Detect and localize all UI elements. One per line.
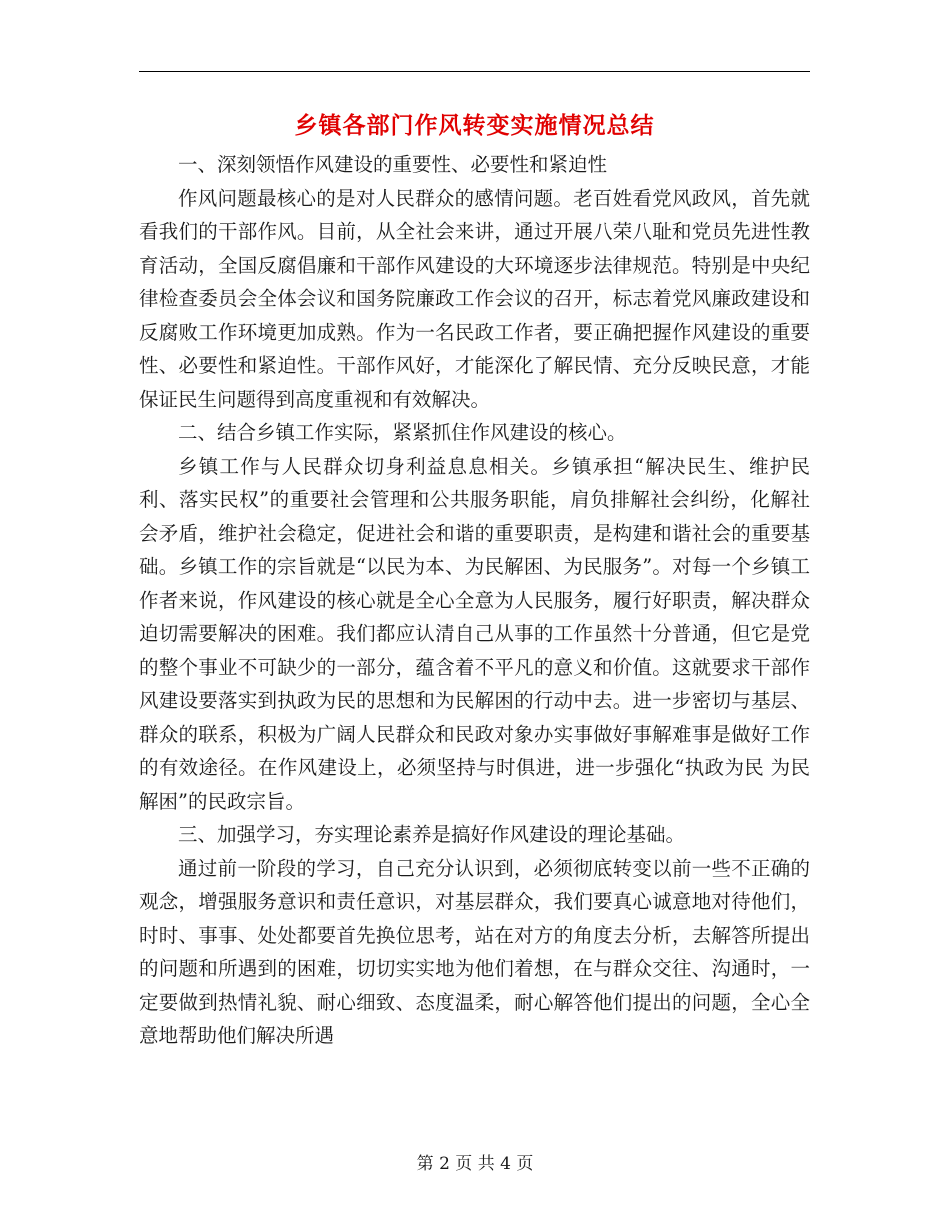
- page-number: 第 2 页 共 4 页: [416, 1154, 534, 1174]
- paragraph-1: 作风问题最核心的是对人民群众的感情问题。老百姓看党风政风，首先就看我们的干部作风。目前，从全社会来讲，通过开展八荣八耻和党员先进性教育活动，全国反腐倡廉和干部作风建设的大环境逐步法律规范。特别是中央纪律检查委员会全体会议和国务院廉政工作会议的召开，标志着党风廉政建设和反腐败工作环境更加成熟。作为一名民政工作者，要正确把握作风建设的重要性、必要性和紧迫性。干部作风好，才能深化了解民情、充分反映民意，才能保证民生问题得到高度重视和有效解决。: [139, 186, 810, 411]
- section-heading-2: 二、结合乡镇工作实际，紧紧抓住作风建设的核心。: [178, 421, 627, 444]
- paragraph-3: 通过前一阶段的学习，自己充分认识到，必须彻底转变以前一些不正确的观念，增强服务意识和责任意识，对基层群众，我们要真心诚意地对待他们，时时、事事、处处都要首先换位思考，站在对方的角度去分析，去解答所提出的问题和所遇到的困难，切切实实地为他们着想，在与群众交往、沟通时，一定要做到热情礼貌、耐心细致、态度温柔，耐心解答他们提出的问题，全心全意地帮助他们解决所遇: [139, 856, 810, 1047]
- paragraph-2: 乡镇工作与人民群众切身利益息息相关。乡镇承担“解决民生、维护民利、落实民权”的重要社会管理和公共服务职能，肩负排解社会纠纷，化解社会矛盾，维护社会稳定，促进社会和谐的重要职责，是构建和谐社会的重要基础。乡镇工作的宗旨就是“以民为本、为民解困、为民服务”。对每一个乡镇工作者来说，作风建设的核心就是全心全意为人民服务，履行好职责，解决群众迫切需要解决的困难。我们都应认清自己从事的工作虽然十分普通，但它是党的整个事业不可缺少的一部分，蕴含着不平凡的意义和价值。这就要求干部作风建设要落实到执政为民的思想和为民解困的行动中去。进一步密切与基层、群众的联系，积极为广阔人民群众和民政对象办实事做好事解难事是做好工作的有效途径。在作风建设上，必须坚持与时俱进，进一步强化“执政为民 为民解困”的民政宗旨。: [139, 454, 810, 813]
- header-rule: [139, 71, 810, 72]
- document-title: 乡镇各部门作风转变实施情况总结: [294, 113, 655, 139]
- page-footer: [0, 1152, 950, 1176]
- section-heading-1: 一、深刻领悟作风建设的重要性、必要性和紧迫性: [178, 153, 608, 176]
- document-body: [139, 148, 810, 1053]
- section-heading-3: 三、加强学习，夯实理论素养是搞好作风建设的理论基础。: [178, 823, 686, 846]
